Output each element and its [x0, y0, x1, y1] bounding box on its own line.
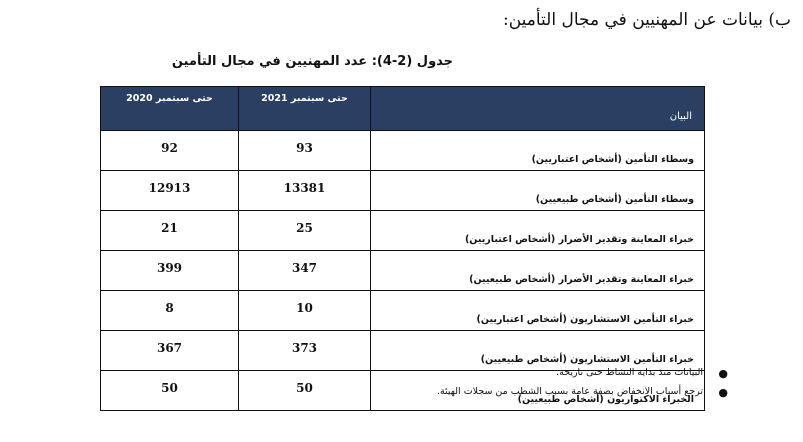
- value-2020: 50: [101, 371, 239, 411]
- value-2020: 12913: [101, 171, 239, 211]
- value-2021: 25: [239, 211, 371, 251]
- header-sept-2021: حتى سبتمبر 2021: [239, 87, 371, 131]
- header-sept-2020: حتى سبتمبر 2020: [101, 87, 239, 131]
- section-heading: ب) بيانات عن المهنيين في مجال التأمين:: [502, 10, 791, 30]
- table-row: [101, 171, 705, 211]
- header-statement: البيان: [371, 87, 705, 131]
- value-2021: 13381: [239, 171, 371, 211]
- footnote-item: [436, 385, 728, 404]
- value-2020: 92: [101, 131, 239, 171]
- table-row: [101, 331, 705, 371]
- row-label: وسطاء التأمين (أشخاص طبيعيين): [371, 171, 705, 211]
- value-2021: 373: [239, 331, 371, 371]
- row-label: وسطاء التأمين (أشخاص اعتباريين): [371, 131, 705, 171]
- table-row: [101, 211, 705, 251]
- value-2021: 10: [239, 291, 371, 331]
- row-label: خبراء التأمين الاستشاريون (أشخاص طبيعيين): [371, 331, 705, 371]
- professionals-table: [100, 86, 705, 411]
- value-2020: 399: [101, 251, 239, 291]
- value-2021: 347: [239, 251, 371, 291]
- table-title: جدول (2-4): عدد المهنيين في مجال التأمين: [171, 54, 454, 69]
- row-label: خبراء المعاينة وتقدير الأضرار (أشخاص طبيعيين): [371, 251, 705, 291]
- bullet-icon: ●: [718, 367, 728, 380]
- footnote-text: البيانات منذ بداية النشاط حتى تاريخه.: [556, 367, 703, 378]
- row-label: خبراء التأمين الاستشاريون (أشخاص اعتباريين): [371, 291, 705, 331]
- value-2020: 367: [101, 331, 239, 371]
- value-2021: 93: [239, 131, 371, 171]
- table-header-row: [101, 87, 705, 131]
- footnote-text: ترجع أسباب الانخفاض بصفة عامة بسبب الشطب من سجلات الهيئة.: [436, 386, 703, 397]
- row-label: خبراء المعاينة وتقدير الأضرار (أشخاص اعتباريين): [371, 211, 705, 251]
- table-row: [101, 251, 705, 291]
- value-2020: 21: [101, 211, 239, 251]
- table-row: [101, 291, 705, 331]
- footnote-item: [437, 366, 728, 385]
- footnotes-list: [436, 366, 728, 404]
- bullet-icon: ●: [718, 386, 728, 399]
- value-2020: 8: [101, 291, 239, 331]
- row-label: الخبراء الاكتواريون (أشخاص طبيعيين): [371, 371, 705, 411]
- table-row: [101, 131, 705, 171]
- value-2021: 50: [239, 371, 371, 411]
